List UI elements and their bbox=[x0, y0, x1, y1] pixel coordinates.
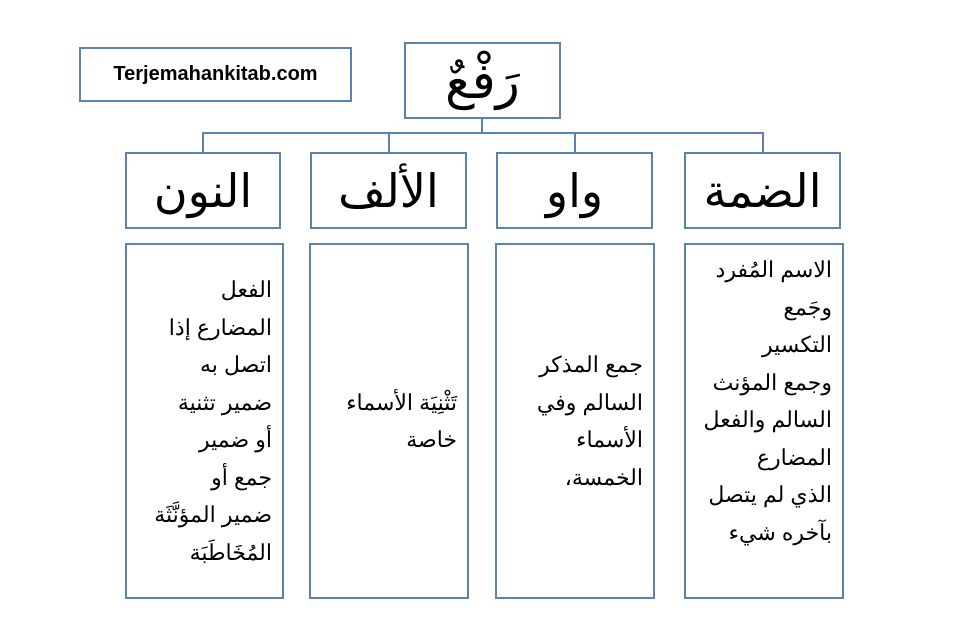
content-nun bbox=[125, 243, 284, 599]
header-text: الألف bbox=[338, 165, 439, 217]
content-line: السالم وفي bbox=[536, 389, 643, 415]
header-alif bbox=[310, 152, 467, 229]
content-line: جمع المذكر bbox=[539, 352, 643, 377]
header-text: واو bbox=[545, 165, 604, 217]
connector-drop-dammah bbox=[762, 132, 764, 153]
content-line: ضمير المؤنَّثَة bbox=[154, 502, 272, 527]
connector-drop-alif bbox=[388, 132, 390, 153]
content-line: ضمير تثنية bbox=[177, 389, 272, 415]
content-line: بآخره شيء bbox=[728, 519, 832, 545]
content-line: المضارع bbox=[756, 444, 832, 470]
content-line: الاسم المُفرد bbox=[715, 257, 832, 282]
content-line: اتصل به bbox=[199, 352, 272, 377]
content-line: أو ضمير bbox=[198, 427, 272, 452]
header-text: الضمة bbox=[703, 165, 822, 217]
header-waw bbox=[496, 152, 653, 229]
content-line: خاصة bbox=[406, 427, 457, 452]
content-line: الذي لم يتصل bbox=[708, 482, 832, 507]
content-line: التكسير bbox=[761, 332, 832, 357]
content-line: المضارع إذا bbox=[168, 314, 272, 340]
content-line: وجمع المؤنث bbox=[712, 369, 832, 395]
root-title-text: رَفْعٌ bbox=[445, 52, 520, 109]
website-logo-box bbox=[79, 47, 352, 102]
content-alif bbox=[309, 243, 469, 599]
header-dammah bbox=[684, 152, 841, 229]
header-text: النون bbox=[153, 165, 253, 217]
content-dammah bbox=[684, 243, 844, 599]
connector-drop-nun bbox=[202, 132, 204, 153]
website-logo-text: Terjemahankitab.com bbox=[113, 63, 318, 85]
root-node-title bbox=[404, 42, 561, 119]
content-line: الفعل bbox=[220, 277, 272, 302]
header-nun bbox=[125, 152, 281, 229]
content-line: الخمسة، bbox=[564, 464, 643, 490]
content-line: تَثْنِيَة الأسماء bbox=[346, 389, 457, 415]
connector-drop-waw bbox=[574, 132, 576, 153]
content-line: السالم والفعل bbox=[703, 407, 832, 432]
content-line: المُخَاطَبَة bbox=[189, 539, 272, 565]
content-line: وجَمع bbox=[783, 294, 832, 320]
content-line: الأسماء bbox=[576, 427, 643, 452]
content-line: جمع أو bbox=[211, 464, 272, 490]
connector-horizontal bbox=[202, 132, 763, 134]
content-waw bbox=[495, 243, 655, 599]
